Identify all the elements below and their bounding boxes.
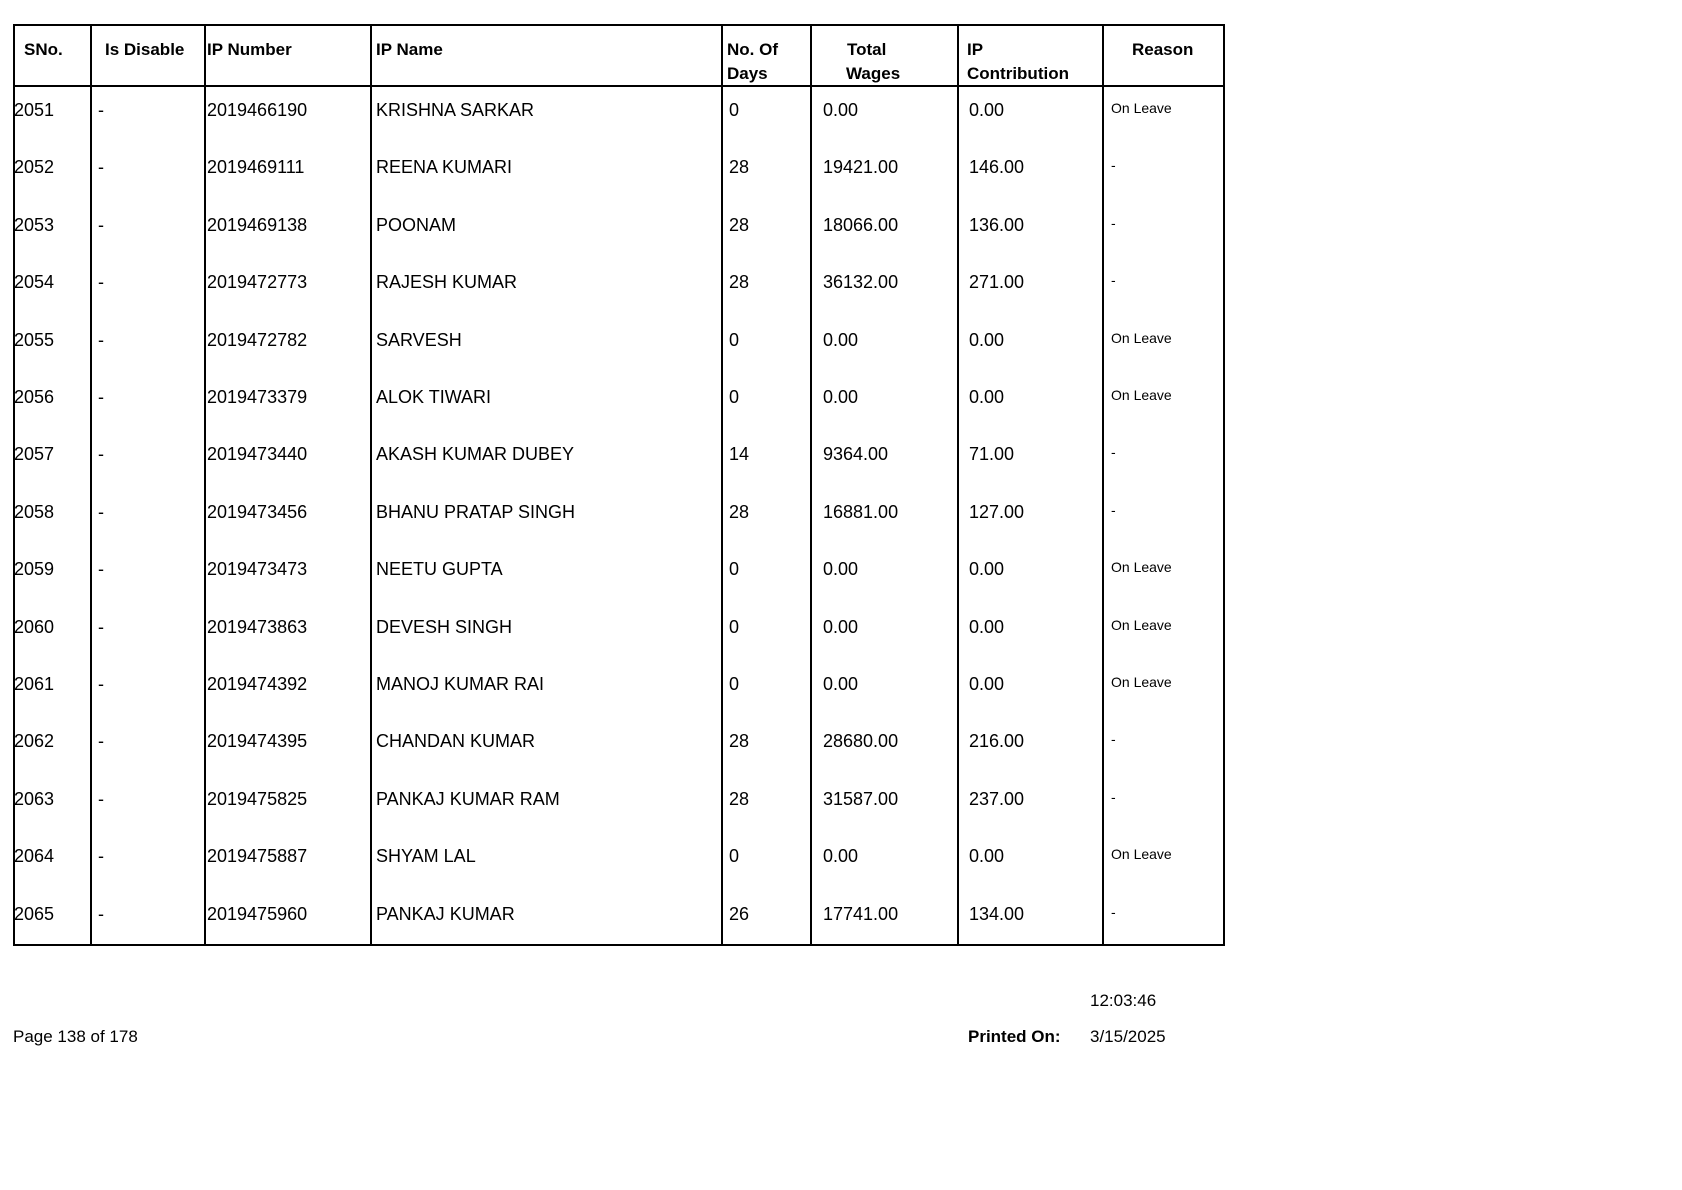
cell-ip-contribution: 0.00 [969, 559, 1005, 580]
cell-total-wages: 0.00 [823, 100, 859, 120]
cell-reason: On Leave [1111, 846, 1172, 863]
cell-ip-name: RAJESH KUMAR [376, 272, 518, 293]
cell-total-wages: 18066.00 [823, 214, 899, 235]
printed-on-label: Printed On: [968, 1027, 1061, 1046]
cell-total-wages: 19421.00 [823, 157, 899, 178]
cell-ip-number: 2019473456 [207, 501, 308, 522]
cell-ip-contribution: 136.00 [969, 214, 1025, 235]
cell-total-wages: 0.00 [823, 387, 859, 407]
cell-sno: 2052 [14, 157, 55, 178]
cell-reason: - [1111, 731, 1116, 748]
cell-total-wages: 17741.00 [823, 903, 899, 924]
cell-sno: 2054 [14, 272, 55, 293]
cell-ip-contribution: 271.00 [969, 272, 1025, 293]
column-divider [721, 26, 723, 944]
cell-is-disable: - [98, 731, 104, 752]
cell-reason: On Leave [1111, 387, 1172, 403]
cell-ip-name: NEETU GUPTA [376, 559, 503, 580]
cell-is-disable: - [98, 903, 104, 924]
cell-ip-name: REENA KUMARI [376, 157, 513, 178]
cell-is-disable: - [98, 846, 104, 867]
cell-no-of-days: 0 [729, 559, 740, 580]
cell-total-wages: 0.00 [823, 559, 859, 580]
cell-sno: 2065 [14, 903, 55, 924]
cell-sno: 2060 [14, 616, 55, 637]
header-ip-contribution-line2: Contribution [967, 64, 1069, 83]
cell-no-of-days: 0 [729, 100, 740, 120]
cell-ip-number: 2019469138 [207, 214, 308, 235]
cell-no-of-days: 28 [729, 731, 750, 752]
cell-ip-contribution: 0.00 [969, 387, 1005, 407]
cell-ip-contribution: 0.00 [969, 100, 1005, 120]
cell-ip-contribution: 216.00 [969, 731, 1025, 752]
cell-reason: On Leave [1111, 100, 1172, 116]
header-no-of-days [727, 38, 778, 86]
cell-ip-number: 2019466190 [207, 100, 308, 120]
cell-ip-number: 2019473379 [207, 387, 308, 407]
cell-reason: - [1111, 272, 1116, 289]
cell-reason: - [1111, 903, 1116, 920]
cell-is-disable: - [98, 444, 104, 465]
cell-ip-contribution: 146.00 [969, 157, 1025, 178]
cell-sno: 2061 [14, 674, 55, 694]
cell-no-of-days: 0 [729, 616, 740, 637]
cell-ip-name: CHANDAN KUMAR [376, 731, 536, 752]
cell-is-disable: - [98, 157, 104, 178]
cell-total-wages: 0.00 [823, 616, 859, 637]
header-total-wages [846, 38, 900, 86]
cell-ip-number: 2019475960 [207, 903, 308, 924]
column-divider [957, 26, 959, 944]
cell-no-of-days: 26 [729, 903, 750, 924]
cell-reason: - [1111, 444, 1116, 461]
cell-ip-name: PANKAJ KUMAR RAM [376, 788, 560, 809]
header-ip-contribution [967, 38, 1069, 86]
cell-ip-number: 2019473440 [207, 444, 308, 465]
cell-total-wages: 0.00 [823, 329, 859, 350]
header-no-of-days-line1: No. Of [727, 40, 778, 59]
header-total-wages-line1: Total [847, 40, 887, 59]
cell-sno: 2056 [14, 387, 55, 407]
cell-no-of-days: 28 [729, 214, 750, 235]
page-number: Page 138 of 178 [13, 1027, 138, 1046]
header-reason: Reason [1132, 40, 1194, 59]
printed-date: 3/15/2025 [1090, 1027, 1166, 1046]
cell-no-of-days: 14 [729, 444, 750, 465]
cell-ip-number: 2019475825 [207, 788, 308, 809]
cell-sno: 2053 [14, 214, 55, 235]
cell-total-wages: 0.00 [823, 846, 859, 867]
cell-ip-number: 2019474395 [207, 731, 308, 752]
cell-ip-number: 2019475887 [207, 846, 308, 867]
cell-is-disable: - [98, 616, 104, 637]
cell-ip-name: SARVESH [376, 329, 462, 350]
cell-is-disable: - [98, 674, 104, 694]
cell-sno: 2055 [14, 329, 55, 350]
cell-ip-name: BHANU PRATAP SINGH [376, 501, 576, 522]
cell-total-wages: 16881.00 [823, 501, 899, 522]
column-divider [810, 26, 812, 944]
cell-reason: On Leave [1111, 329, 1172, 346]
cell-ip-name: KRISHNA SARKAR [376, 100, 535, 120]
column-divider [204, 26, 206, 944]
header-sno: SNo. [24, 40, 63, 59]
cell-total-wages: 28680.00 [823, 731, 899, 752]
cell-ip-name: AKASH KUMAR DUBEY [376, 444, 575, 465]
cell-ip-number: 2019473863 [207, 616, 308, 637]
cell-reason: - [1111, 501, 1116, 518]
header-ip-name: IP Name [376, 40, 443, 59]
cell-is-disable: - [98, 100, 104, 120]
cell-total-wages: 0.00 [823, 674, 859, 694]
cell-no-of-days: 28 [729, 501, 750, 522]
cell-is-disable: - [98, 788, 104, 809]
column-divider [370, 26, 372, 944]
cell-sno: 2064 [14, 846, 55, 867]
cell-total-wages: 31587.00 [823, 788, 899, 809]
cell-no-of-days: 0 [729, 387, 740, 407]
cell-no-of-days: 28 [729, 157, 750, 178]
cell-is-disable: - [98, 387, 104, 407]
contribution-table [13, 24, 1225, 946]
cell-reason: On Leave [1111, 674, 1172, 690]
cell-is-disable: - [98, 501, 104, 522]
header-is-disable: Is Disable [105, 40, 185, 59]
cell-ip-contribution: 0.00 [969, 674, 1005, 694]
cell-ip-contribution: 134.00 [969, 903, 1025, 924]
cell-ip-number: 2019472773 [207, 272, 308, 293]
cell-sno: 2051 [14, 100, 55, 120]
header-total-wages-line2: Wages [846, 64, 901, 83]
cell-ip-contribution: 0.00 [969, 616, 1005, 637]
cell-ip-number: 2019473473 [207, 559, 308, 580]
cell-no-of-days: 28 [729, 788, 750, 809]
cell-is-disable: - [98, 214, 104, 235]
column-divider [1102, 26, 1104, 944]
cell-ip-contribution: 0.00 [969, 846, 1005, 867]
cell-ip-contribution: 127.00 [969, 501, 1025, 522]
cell-ip-name: ALOK TIWARI [376, 387, 492, 407]
cell-reason: - [1111, 214, 1116, 231]
cell-no-of-days: 0 [729, 846, 740, 867]
cell-sno: 2063 [14, 788, 55, 809]
header-ip-contribution-line1: IP [967, 40, 984, 59]
cell-sno: 2059 [14, 559, 55, 580]
cell-no-of-days: 28 [729, 272, 750, 293]
cell-ip-contribution: 237.00 [969, 788, 1025, 809]
cell-reason: - [1111, 157, 1116, 174]
header-ip-number: IP Number [207, 40, 292, 59]
cell-ip-name: POONAM [376, 214, 457, 235]
cell-ip-number: 2019469111 [207, 157, 305, 178]
column-divider [90, 26, 92, 944]
cell-no-of-days: 0 [729, 329, 740, 350]
cell-total-wages: 36132.00 [823, 272, 899, 293]
cell-sno: 2062 [14, 731, 55, 752]
cell-ip-number: 2019472782 [207, 329, 308, 350]
cell-total-wages: 9364.00 [823, 444, 889, 465]
cell-is-disable: - [98, 329, 104, 350]
cell-ip-name: DEVESH SINGH [376, 616, 513, 637]
cell-ip-name: MANOJ KUMAR RAI [376, 674, 545, 694]
cell-is-disable: - [98, 272, 104, 293]
cell-sno: 2057 [14, 444, 55, 465]
cell-ip-number: 2019474392 [207, 674, 308, 694]
cell-ip-name: PANKAJ KUMAR [376, 903, 515, 924]
cell-ip-name: SHYAM LAL [376, 846, 476, 867]
cell-ip-contribution: 71.00 [969, 444, 1015, 465]
cell-ip-contribution: 0.00 [969, 329, 1005, 350]
cell-reason: On Leave [1111, 559, 1172, 576]
cell-reason: On Leave [1111, 616, 1172, 633]
cell-no-of-days: 0 [729, 674, 740, 694]
cell-reason: - [1111, 788, 1116, 805]
header-no-of-days-line2: Days [727, 64, 768, 83]
printed-time: 12:03:46 [1090, 991, 1157, 1010]
cell-is-disable: - [98, 559, 104, 580]
cell-sno: 2058 [14, 501, 55, 522]
